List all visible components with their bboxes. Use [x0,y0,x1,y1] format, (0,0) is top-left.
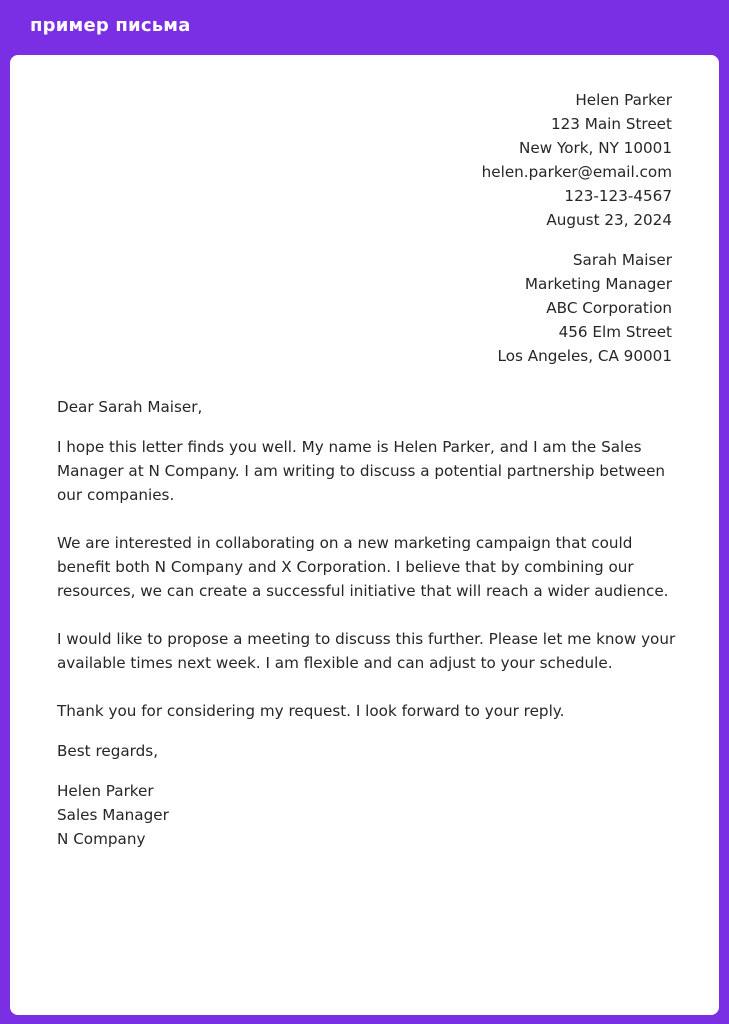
paragraph-line: available times next week. I am flexible and can adjust to your schedule. [57,654,613,672]
sender-street: 123 Main Street [550,115,672,133]
paragraph-line: I hope this letter finds you well. My name is Helen Parker, and I am the Sales [57,438,642,456]
salutation: Dear Sarah Maiser, [57,398,203,416]
signature-block [57,779,672,851]
paragraph [57,627,676,675]
signature-name: Helen Parker [57,782,154,800]
header-title: пример письма [30,15,191,36]
letter-body [57,88,676,851]
sender-block [57,88,672,232]
paragraph-line: Thank you for considering my request. I look forward to your reply. [57,702,565,720]
signature-company: N Company [57,830,146,848]
sender-email: helen.parker@email.com [481,163,672,181]
recipient-title: Marketing Manager [524,275,672,293]
sender-city: New York, NY 10001 [519,139,672,157]
recipient-street: 456 Elm Street [558,323,672,341]
paragraph-line: Manager at N Company. I am writing to discuss a potential partnership between [57,462,666,480]
paragraph-line: our companies. [57,486,175,504]
signature-title: Sales Manager [57,806,169,824]
letter-date: August 23, 2024 [546,211,672,229]
sender-name: Helen Parker [575,91,672,109]
paragraph-line: resources, we can create a successful initiative that will reach a wider audience. [57,582,669,600]
recipient-name: Sarah Maiser [572,251,672,269]
paragraph [57,699,672,723]
paragraph [57,531,672,603]
paragraph-line: I would like to propose a meeting to discuss this further. Please let me know your [57,630,676,648]
paragraph-line: benefit both N Company and X Corporation. I believe that by combining our [57,558,634,576]
letter-sheet [10,55,719,1015]
paragraph [57,435,672,507]
paragraph-line: We are interested in collaborating on a new marketing campaign that could [57,534,633,552]
closing: Best regards, [57,742,159,760]
recipient-city: Los Angeles, CA 90001 [497,347,672,365]
sender-phone: 123-123-4567 [564,187,672,205]
recipient-block [57,248,672,368]
recipient-company: ABC Corporation [546,299,672,317]
